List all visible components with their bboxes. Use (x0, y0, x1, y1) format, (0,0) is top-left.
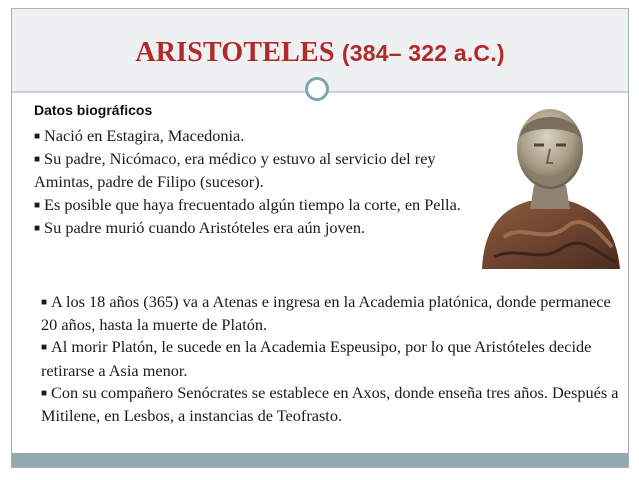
square-bullet-icon: ■ (34, 199, 41, 211)
slide (11, 8, 629, 468)
event-item (41, 291, 621, 336)
square-bullet-icon: ■ (41, 297, 48, 308)
bio-item (34, 148, 474, 193)
square-bullet-icon: ■ (41, 387, 48, 399)
event-item (41, 382, 621, 427)
bio-item-text: Es posible que haya frecuentado algún tiempo la corte, en Pella. (44, 194, 461, 214)
slide-title (12, 37, 628, 69)
square-bullet-icon: ■ (34, 222, 41, 234)
square-bullet-icon: ■ (41, 342, 48, 354)
event-item (41, 336, 621, 381)
square-bullet-icon: ■ (34, 154, 41, 166)
bio-item-text: Nació en Estagira, Macedonia. (44, 126, 245, 145)
bio-item (34, 217, 474, 240)
bio-item-text: Su padre murió cuando Aristóteles era aún joven. (44, 217, 366, 237)
square-bullet-icon: ■ (34, 131, 41, 142)
event-item-text: Con su compañero Senócrates se establece en Axos, donde enseña tres años. Después a Mitilene, en Lesbos, a instancias de Teofrasto. (41, 382, 619, 426)
bio-list (34, 125, 474, 240)
event-item-text: A los 18 años (365) va a Atenas e ingresa en la Academia platónica, donde permanece 20 años, hasta la muerte de Platón. (41, 292, 611, 335)
event-item-text: Al morir Platón, le sucede en la Academia Espeusipo, por lo que Aristóteles decide retirarse a Asia menor. (41, 337, 592, 380)
bio-item (34, 125, 474, 148)
footer-bar (12, 453, 628, 467)
bio-item (34, 194, 474, 217)
bio-item-text: Su padre, Nicómaco, era médico y estuvo al servicio del rey Amintas, padre de Filipo (sucesor). (34, 149, 436, 192)
title-name: ARISTOTELES (135, 37, 335, 68)
circle-ornament-icon (305, 77, 329, 101)
title-years: (384– 322 a.C.) (341, 40, 505, 66)
events-list (41, 291, 621, 427)
aristotle-bust-image (474, 97, 624, 272)
section-subtitle: Datos biográficos (34, 102, 153, 118)
